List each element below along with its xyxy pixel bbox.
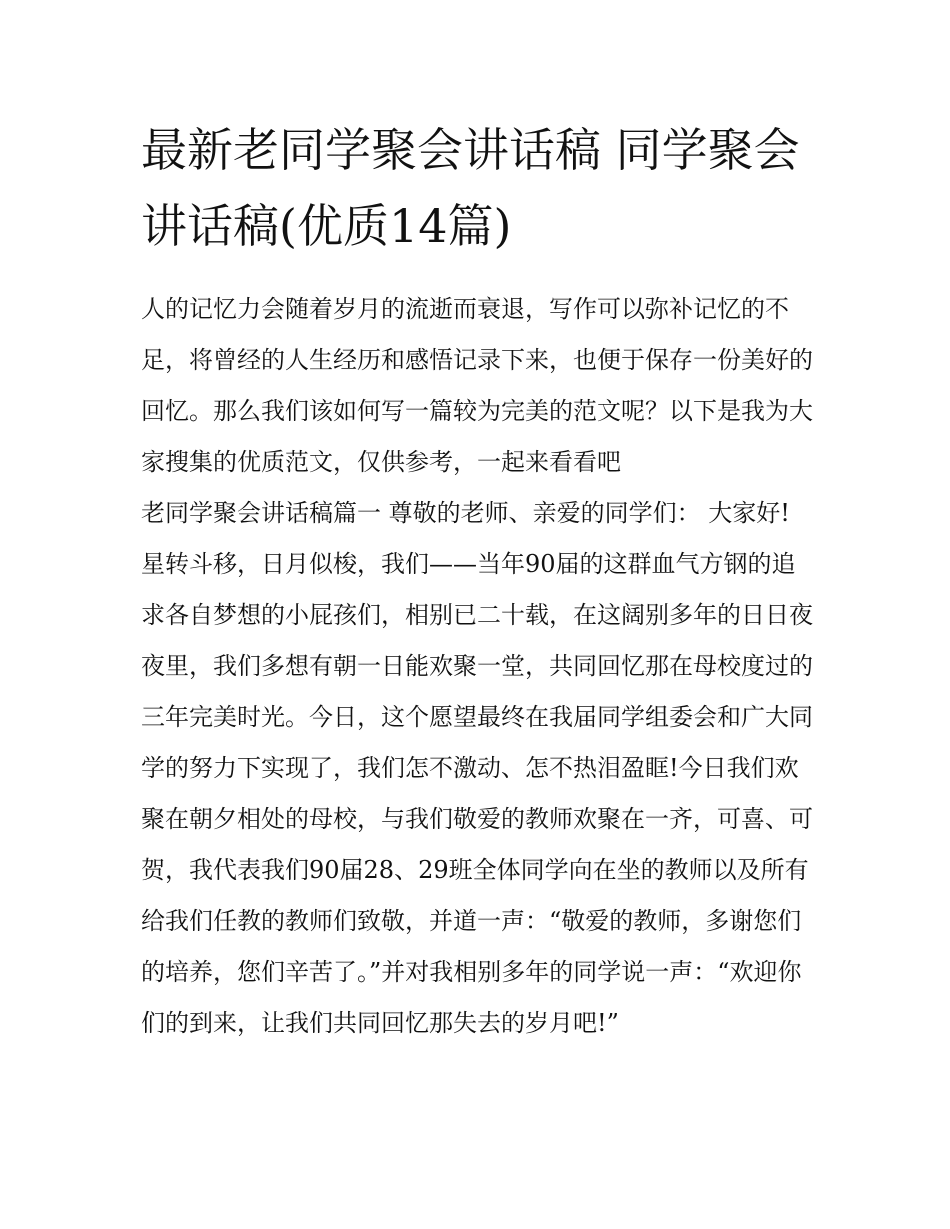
intro-paragraph: 人的记忆力会随着岁月的流逝而衰退，写作可以弥补记忆的不足，将曾经的人生经历和感悟记录下来，也便于保存一份美好的回忆。那么我们该如何写一篇较为完美的范文呢？以下是我为大家搜集的优质范文，仅供参考，一起来看看吧 [141, 295, 813, 476]
speech-paragraph: 老同学聚会讲话稿篇一 尊敬的老师、亲爱的同学们： 大家好!星转斗移，日月似梭，我们——当年90届的这群血气方钢的追求各自梦想的小屁孩们，相别已二十载，在这阔别多年的日日夜夜里，我们多想有朝一日能欢聚一堂，共同回忆那在母校度过的三年完美时光。今日，这个愿望最终在我届同学组委会和广大同学的努力下实现了，我们怎不激动、怎不热泪盈眶!今日我们欢聚在朝夕相处的母校，与我们敬爱的教师欢聚在一齐，可喜、可贺，我代表我们90届28、29班全体同学向在坐的教师以及所有给我们任教的教师们致敬，并道一声：“敬爱的教师，多谢您们的培养，您们辛苦了。”并对我相别多年的同学说一声：“欢迎你们的到来，让我们共同回忆那失去的岁月吧!” [141, 499, 813, 1037]
document-page [141, 112, 813, 1049]
document-title: 最新老同学聚会讲话稿 同学聚会讲话稿(优质14篇) [141, 123, 800, 253]
